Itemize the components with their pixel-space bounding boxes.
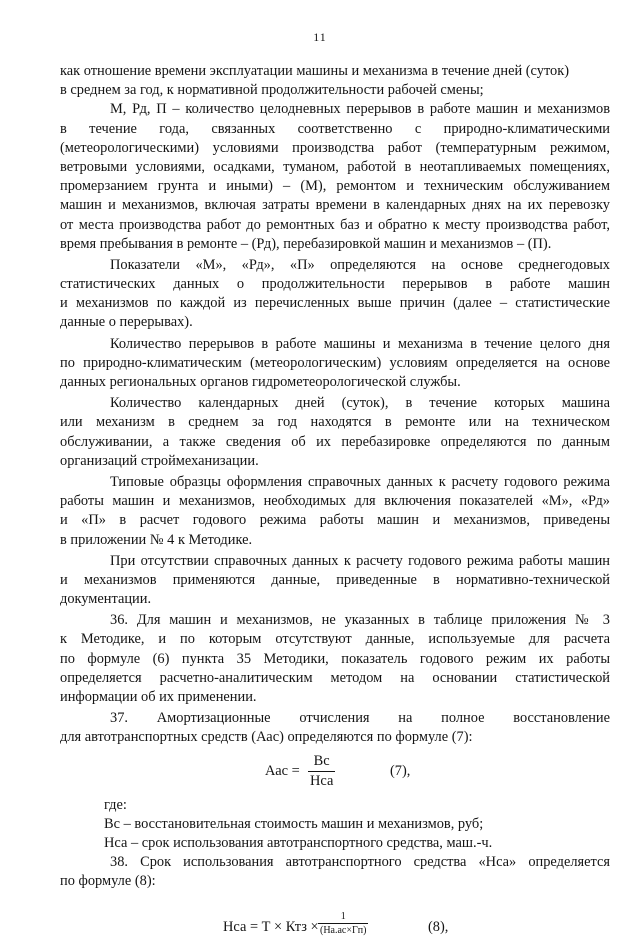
formula-8-numerator: 1 <box>318 910 368 924</box>
text-line: или механизм в среднем за год находятся в ремонте или на техническом <box>60 414 610 431</box>
text-line: М, Рд, П – количество целодневных перерывов в работе машин и механизмов <box>110 101 610 118</box>
text-line: от места производства работ до ремонтных баз и обратно к месту производства работ, <box>60 216 610 233</box>
text-line: к Методике, и по которым отсутствуют данные, используемые для расчета <box>60 631 610 648</box>
formula-8-expression: Нса = Т × Ктз × <box>223 918 319 935</box>
text-line: где: <box>104 796 127 813</box>
text-line: машин и механизмов, включая затраты времени в календарных днях на их перевозку <box>60 197 610 214</box>
formula-7-denominator: Нса <box>310 772 334 789</box>
text-line: Типовые образцы оформления справочных данных к расчету годового режима <box>110 473 610 490</box>
text-line: При отсутствии справочных данных к расчету годового режима работы машин <box>110 552 610 569</box>
text-line: и механизмов применяются данные, приведенные в нормативно-технической <box>60 571 610 588</box>
text-line: организаций строймеханизации. <box>60 452 259 469</box>
document-body <box>60 62 610 950</box>
formula-8-number: (8), <box>428 918 449 935</box>
formula-7-numerator: Вс <box>308 752 335 772</box>
text-line: обслуживании, а также сведения об их перебазировке определяются по данным <box>60 433 610 450</box>
page-number: 11 <box>313 30 327 44</box>
text-line: по природно-климатическим (метеорологическим) условиям определяется на основе <box>60 354 610 371</box>
text-line: документации. <box>60 591 152 608</box>
formula-8 <box>60 906 610 950</box>
text-line: Показатели «М», «Рд», «П» определяются на основе среднегодовых <box>110 256 610 273</box>
text-line: данных региональных органов гидрометеорологической службы. <box>60 374 461 390</box>
text-line: и механизмов по каждой из перечисленных выше причин (далее – статистические <box>60 295 610 312</box>
text-line: для автотранспортных средств (Аас) определяются по формуле (7): <box>60 729 473 746</box>
text-line: 37. Амортизационные отчисления на полное восстановление <box>110 710 610 727</box>
text-line: 38. Срок использования автотранспортного средства «Нса» определяется <box>110 854 610 871</box>
text-line: Вс – восстановительная стоимость машин и механизмов, руб; <box>104 815 484 832</box>
text-line: Количество календарных дней (суток), в течение которых машина <box>110 395 610 412</box>
text-line: и «П» в расчет годового режима работы машин и механизмов, приведены <box>60 512 610 529</box>
formula-8-denominator: (На.ас×Гп) <box>320 924 367 936</box>
text-line: как отношение времени эксплуатации машины и механизма в течение дней (суток) <box>60 63 570 79</box>
text-line: в среднем за год, к нормативной продолжительности рабочей смены; <box>60 82 484 99</box>
text-line: данные о перерывах). <box>60 314 193 331</box>
formula-7-fraction <box>308 752 335 791</box>
text-line: 36. Для машин и механизмов, не указанных в таблице приложения № 3 <box>110 612 610 629</box>
text-line: информации об их применении. <box>60 689 257 705</box>
text-line: по формуле (8): <box>60 873 156 890</box>
text-line: работы машин и механизмов, необходимых для включения показателей «М», «Рд» <box>60 493 610 510</box>
text-line: промерзанием грунта и иными) – (М), ремонтом и техническим обслуживанием <box>60 178 610 195</box>
text-line: (метеорологическими) условиями производства работ (температурным режимом, <box>60 139 610 156</box>
formula-7 <box>60 750 610 794</box>
text-line: определяется расчетно-аналитическим методом на основании статистической <box>60 669 610 686</box>
text-line: в течение года, связанных соответственно с природно-климатическими <box>60 120 610 137</box>
text-line: ветровыми условиями, осадками, туманом, работой в неотапливаемых помещениях, <box>60 158 610 175</box>
formula-7-lhs: Аас = <box>265 762 300 779</box>
text-line: Количество перерывов в работе машины и механизма в течение целого дня <box>110 335 610 352</box>
text-line: в приложении № 4 к Методике. <box>60 531 253 548</box>
text-line: статистических данных о продолжительности перерывов в работе машин <box>60 276 610 293</box>
text-line: время пребывания в ремонте – (Рд), перебазировкой машин и механизмов – (П). <box>60 235 552 252</box>
formula-7-number: (7), <box>390 762 411 779</box>
formula-8-fraction <box>318 910 368 937</box>
text-line: по формуле (6) пункта 35 Методики, показатель годового режим их работы <box>60 650 610 667</box>
text-line: Нса – срок использования автотранспортного средства, маш.-ч. <box>104 834 493 851</box>
